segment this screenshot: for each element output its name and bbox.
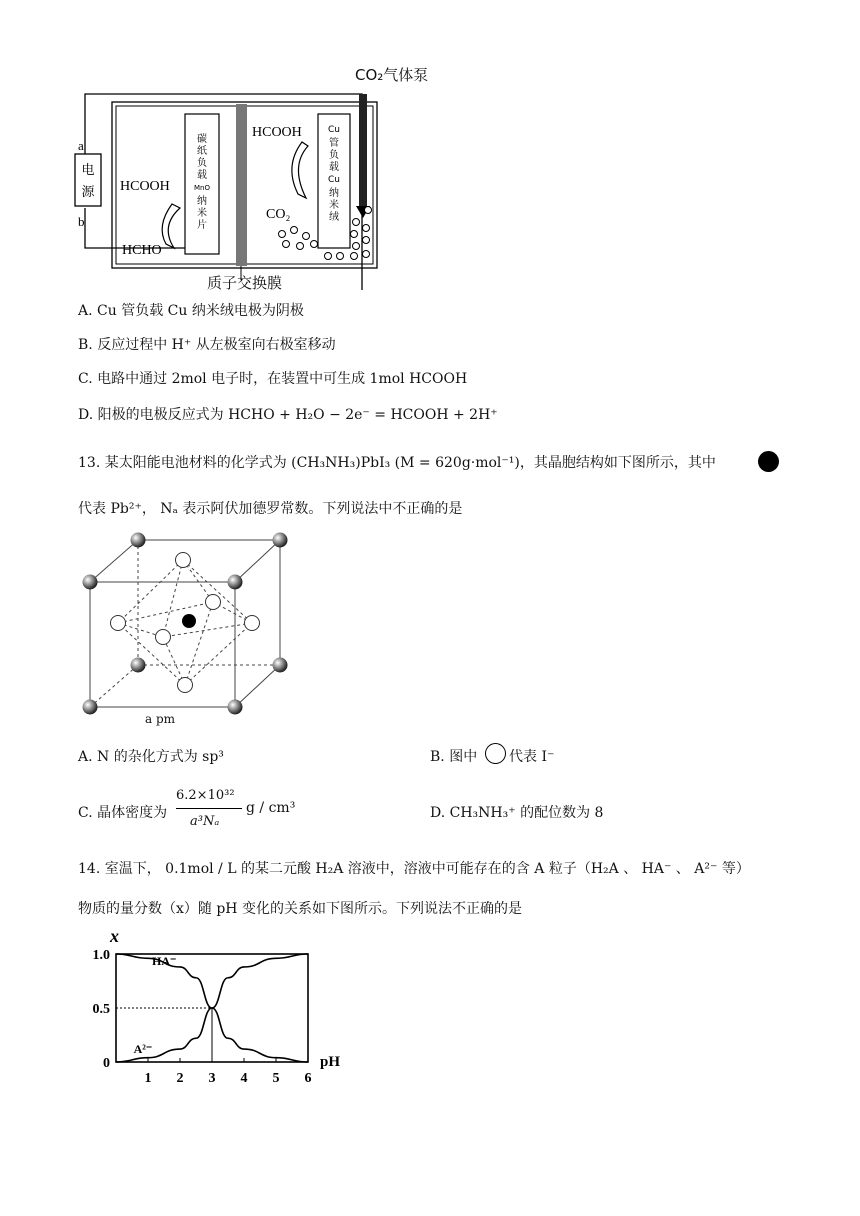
right-electrode-label: Cu 管负载 Cu 纳米绒 [328, 125, 340, 223]
y-tick-label: 1.0 [92, 948, 110, 963]
y-axis-label: x [110, 926, 119, 946]
power-label-1: 电 [81, 163, 95, 178]
series-label-ha: HA⁻ [152, 953, 177, 968]
q12-option-a: A. Cu 管负载 Cu 纳米绒电极为阴极 [78, 303, 304, 319]
q13-option-c-denominator: a³Nₐ [190, 814, 220, 829]
cell-edge-label: a pm [145, 712, 176, 726]
series-label-a2: A²⁻ [133, 1042, 153, 1057]
q13-option-a: A. N 的杂化方式为 sp³ [78, 749, 224, 765]
membrane-label: 质子交换膜 [207, 274, 283, 292]
q13-option-d: D. CH₃NH₃⁺ 的配位数为 8 [430, 805, 604, 821]
left-hcooh: HCOOH [120, 179, 170, 194]
x-tick-label: 4 [240, 1071, 248, 1086]
q14-line2: 物质的量分数（x）随 pH 变化的关系如下图所示。下列说法不正确的是 [78, 901, 522, 917]
distribution-chart [80, 922, 380, 1097]
left-arrow [162, 204, 180, 248]
q13-option-b-pre: B. 图中 [430, 749, 478, 765]
pump-label: CO₂气体泵 [355, 66, 429, 84]
x-tick-label: 1 [144, 1071, 152, 1086]
crystal-cell-diagram [80, 530, 300, 725]
wire-bottom [85, 208, 185, 248]
x-tick-label: 2 [176, 1071, 184, 1086]
x-tick-label: 3 [208, 1071, 216, 1086]
y-tick-label: 0 [103, 1056, 110, 1071]
power-label-2: 源 [81, 185, 95, 200]
pb-filled-circle-icon [758, 451, 779, 472]
q13-line2: 代表 Pb²⁺， Nₐ 表示阿伏加德罗常数。下列说法中不正确的是 [78, 501, 463, 517]
q13-option-c-numerator: 6.2×10³² [176, 788, 235, 803]
body-center-sphere [182, 614, 196, 628]
y-tick-label: 0.5 [92, 1002, 110, 1017]
q14-line1: 14. 室温下， 0.1mol / L 的某二元酸 H₂A 溶液中，溶液中可能存在的含 A 粒子（H₂A 、 HA⁻ 、 A²⁻ 等） [78, 861, 750, 877]
i-hollow-circle-icon [485, 743, 506, 764]
q12-option-c: C. 电路中通过 2mol 电子时，在装置中可生成 1mol HCOOH [78, 371, 468, 387]
terminal-b: b [78, 214, 85, 229]
right-hcooh: HCOOH [252, 125, 302, 140]
terminal-a: a [78, 138, 84, 153]
x-axis-label: pH [320, 1054, 341, 1070]
x-tick-label: 5 [272, 1071, 280, 1086]
left-hcho: HCHO [122, 243, 162, 258]
right-arrow [292, 142, 308, 198]
x-tick-label: 6 [304, 1071, 312, 1086]
fraction-bar [176, 808, 242, 809]
co2-pump-tube [359, 94, 367, 210]
q13-line1: 13. 某太阳能电池材料的化学式为 (CH₃NH₃)PbI₃ (M = 620g·mol⁻¹)，其晶胞结构如下图所示，其中 [78, 455, 716, 471]
q12-option-b: B. 反应过程中 H⁺ 从左极室向右极室移动 [78, 337, 336, 353]
q13-option-c-pre: C. 晶体密度为 [78, 805, 168, 821]
proton-exchange-membrane [236, 104, 247, 266]
left-electrode-label: 碳纸负载 MnO 纳米片 [194, 134, 210, 231]
q13-option-b-post: 代表 I⁻ [509, 749, 555, 765]
electrolysis-diagram [70, 58, 410, 290]
q12-option-d: D. 阳极的电极反应式为 HCHO + H₂O − 2e⁻ = HCOOH + 2H⁺ [78, 407, 498, 423]
right-co2: CO₂ [266, 207, 291, 222]
q13-option-c-unit: g / cm³ [246, 800, 296, 816]
